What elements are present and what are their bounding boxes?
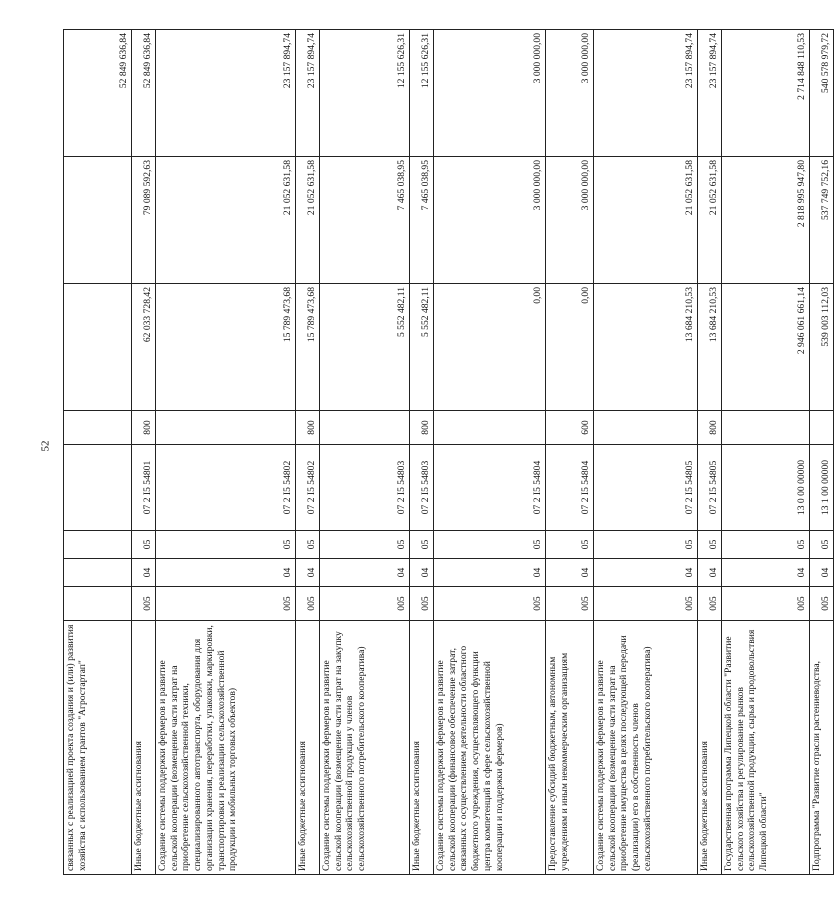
table-row bbox=[64, 30, 132, 875]
subsection-code-cell: 05 bbox=[320, 531, 410, 559]
sum-year3-cell: 23 157 894,74 bbox=[594, 30, 698, 157]
ministry-code-cell: 005 bbox=[722, 587, 810, 621]
expense-type-cell bbox=[594, 411, 698, 445]
target-article-cell: 07 2 I5 54805 bbox=[698, 445, 722, 531]
expense-type-cell: 600 bbox=[546, 411, 594, 445]
section-code-cell: 04 bbox=[810, 559, 834, 587]
row-name-cell: Иные бюджетные ассигнования bbox=[132, 621, 156, 875]
budget-table bbox=[63, 29, 834, 875]
sum-year2-cell: 21 052 631,58 bbox=[296, 157, 320, 284]
row-name-cell: Создание системы поддержки фермеров и развитие сельской кооперации (возмещение части затрат на приобретение имущества в целях последующей передачи (реализации) его в собственность членов сельскохозяйственного потребительского кооператива) bbox=[594, 621, 698, 875]
section-code-cell: 04 bbox=[434, 559, 546, 587]
sum-year3-cell: 23 157 894,74 bbox=[296, 30, 320, 157]
table-row bbox=[810, 30, 834, 875]
ministry-code-cell: 005 bbox=[410, 587, 434, 621]
expense-type-cell bbox=[810, 411, 834, 445]
sum-year3-cell: 12 155 626,31 bbox=[320, 30, 410, 157]
table-body bbox=[64, 30, 834, 875]
sum-year1-cell: 5 552 482,11 bbox=[410, 284, 434, 411]
ministry-code-cell: 005 bbox=[132, 587, 156, 621]
target-article-cell: 07 2 I5 54802 bbox=[156, 445, 296, 531]
row-name-cell: связанных с реализацией проекта создания и (или) развития хозяйства с использованием грантов "Агростартап" bbox=[64, 621, 132, 875]
ministry-code-cell: 005 bbox=[810, 587, 834, 621]
expense-type-cell: 800 bbox=[296, 411, 320, 445]
sum-year2-cell: 7 465 038,95 bbox=[320, 157, 410, 284]
row-name-cell: Иные бюджетные ассигнования bbox=[296, 621, 320, 875]
row-name-cell: Создание системы поддержки фермеров и развитие сельской кооперации (возмещение части затрат на закупку сельскохозяйственной продукции у членов сельскохозяйственного потребительского кооператива) bbox=[320, 621, 410, 875]
row-name-cell: Государственная программа Липецкой области "Развитие сельского хозяйства и регулирование рынков сельскохозяйственной продукции, сырья и продовольствия Липецкой области" bbox=[722, 621, 810, 875]
subsection-code-cell: 05 bbox=[810, 531, 834, 559]
table-row bbox=[296, 30, 320, 875]
expense-type-cell: 800 bbox=[410, 411, 434, 445]
document-page bbox=[63, 30, 832, 875]
expense-type-cell: 800 bbox=[132, 411, 156, 445]
table-row bbox=[320, 30, 410, 875]
row-name-cell: Создание системы поддержки фермеров и развитие сельской кооперации (финансовое обеспечение затрат, связанных с осуществлением деятельности областного бюджетного учреждения, осуществляющего функции центра компетенций в сфере сельскохозяйственной кооперации и поддержки фермеров) bbox=[434, 621, 546, 875]
sum-year1-cell: 2 946 061 661,14 bbox=[722, 284, 810, 411]
expense-type-cell bbox=[320, 411, 410, 445]
sum-year3-cell: 3 000 000,00 bbox=[546, 30, 594, 157]
target-article-cell bbox=[64, 445, 132, 531]
sum-year3-cell: 12 155 626,31 bbox=[410, 30, 434, 157]
table-row bbox=[698, 30, 722, 875]
section-code-cell: 04 bbox=[156, 559, 296, 587]
expense-type-cell bbox=[64, 411, 132, 445]
sum-year2-cell: 21 052 631,58 bbox=[594, 157, 698, 284]
ministry-code-cell: 005 bbox=[698, 587, 722, 621]
sum-year3-cell: 3 000 000,00 bbox=[434, 30, 546, 157]
section-code-cell: 04 bbox=[546, 559, 594, 587]
ministry-code-cell: 005 bbox=[320, 587, 410, 621]
sum-year1-cell: 539 003 112,03 bbox=[810, 284, 834, 411]
subsection-code-cell: 05 bbox=[434, 531, 546, 559]
sum-year2-cell: 21 052 631,58 bbox=[156, 157, 296, 284]
section-code-cell: 04 bbox=[698, 559, 722, 587]
ministry-code-cell: 005 bbox=[296, 587, 320, 621]
ministry-code-cell: 005 bbox=[594, 587, 698, 621]
sum-year1-cell: 15 789 473,68 bbox=[296, 284, 320, 411]
section-code-cell: 04 bbox=[594, 559, 698, 587]
row-name-cell: Подпрограмма "Развитие отрасли растениеводства, bbox=[810, 621, 834, 875]
sum-year1-cell: 15 789 473,68 bbox=[156, 284, 296, 411]
sum-year3-cell: 2 714 848 110,53 bbox=[722, 30, 810, 157]
subsection-code-cell: 05 bbox=[722, 531, 810, 559]
target-article-cell: 13 0 00 00000 bbox=[722, 445, 810, 531]
target-article-cell: 07 2 I5 54802 bbox=[296, 445, 320, 531]
target-article-cell: 07 2 I5 54803 bbox=[410, 445, 434, 531]
sum-year3-cell: 52 849 636,84 bbox=[132, 30, 156, 157]
sum-year1-cell: 0,00 bbox=[434, 284, 546, 411]
sum-year1-cell: 13 684 210,53 bbox=[698, 284, 722, 411]
subsection-code-cell: 05 bbox=[156, 531, 296, 559]
sum-year2-cell: 21 052 631,58 bbox=[698, 157, 722, 284]
target-article-cell: 07 2 I5 54803 bbox=[320, 445, 410, 531]
row-name-cell: Создание системы поддержки фермеров и развитие сельской кооперации (возмещение части затрат на приобретение сельскохозяйственной техники, специализированного автотранспорта, оборудования для организации хранения, переработки, упаковки, маркировки, транспортировки и реализации сельскохозяйственной продукции и мобильных торговых объектов) bbox=[156, 621, 296, 875]
sum-year2-cell: 3 000 000,00 bbox=[546, 157, 594, 284]
section-code-cell: 04 bbox=[296, 559, 320, 587]
sum-year2-cell: 7 465 038,95 bbox=[410, 157, 434, 284]
expense-type-cell: 800 bbox=[698, 411, 722, 445]
sum-year2-cell: 79 089 592,63 bbox=[132, 157, 156, 284]
sum-year3-cell: 52 849 636,84 bbox=[64, 30, 132, 157]
sum-year2-cell: 537 749 752,16 bbox=[810, 157, 834, 284]
section-code-cell: 04 bbox=[320, 559, 410, 587]
target-article-cell: 07 2 I5 54801 bbox=[132, 445, 156, 531]
table-row bbox=[546, 30, 594, 875]
subsection-code-cell bbox=[64, 531, 132, 559]
table-row bbox=[434, 30, 546, 875]
row-name-cell: Предоставление субсидий бюджетным, автономным учреждениям и иным некоммерческим организациям bbox=[546, 621, 594, 875]
sum-year2-cell bbox=[64, 157, 132, 284]
table-row bbox=[410, 30, 434, 875]
ministry-code-cell: 005 bbox=[546, 587, 594, 621]
table-row bbox=[722, 30, 810, 875]
ministry-code-cell bbox=[64, 587, 132, 621]
section-code-cell: 04 bbox=[722, 559, 810, 587]
section-code-cell: 04 bbox=[410, 559, 434, 587]
sum-year1-cell: 62 033 728,42 bbox=[132, 284, 156, 411]
section-code-cell: 04 bbox=[132, 559, 156, 587]
target-article-cell: 07 2 I5 54804 bbox=[546, 445, 594, 531]
sum-year3-cell: 540 578 979,72 bbox=[810, 30, 834, 157]
rotated-table-container bbox=[63, 30, 832, 875]
expense-type-cell bbox=[156, 411, 296, 445]
subsection-code-cell: 05 bbox=[296, 531, 320, 559]
subsection-code-cell: 05 bbox=[594, 531, 698, 559]
page-number: 52 bbox=[39, 440, 52, 452]
table-row bbox=[156, 30, 296, 875]
target-article-cell: 07 2 I5 54804 bbox=[434, 445, 546, 531]
row-name-cell: Иные бюджетные ассигнования bbox=[410, 621, 434, 875]
section-code-cell bbox=[64, 559, 132, 587]
subsection-code-cell: 05 bbox=[132, 531, 156, 559]
sum-year2-cell: 3 000 000,00 bbox=[434, 157, 546, 284]
sum-year2-cell: 2 818 995 947,80 bbox=[722, 157, 810, 284]
subsection-code-cell: 05 bbox=[546, 531, 594, 559]
subsection-code-cell: 05 bbox=[410, 531, 434, 559]
row-name-cell: Иные бюджетные ассигнования bbox=[698, 621, 722, 875]
table-row bbox=[132, 30, 156, 875]
target-article-cell: 07 2 I5 54805 bbox=[594, 445, 698, 531]
ministry-code-cell: 005 bbox=[156, 587, 296, 621]
ministry-code-cell: 005 bbox=[434, 587, 546, 621]
expense-type-cell bbox=[722, 411, 810, 445]
sum-year1-cell: 5 552 482,11 bbox=[320, 284, 410, 411]
sum-year1-cell: 13 684 210,53 bbox=[594, 284, 698, 411]
expense-type-cell bbox=[434, 411, 546, 445]
subsection-code-cell: 05 bbox=[698, 531, 722, 559]
sum-year1-cell: 0,00 bbox=[546, 284, 594, 411]
table-row bbox=[594, 30, 698, 875]
sum-year3-cell: 23 157 894,74 bbox=[698, 30, 722, 157]
sum-year1-cell bbox=[64, 284, 132, 411]
target-article-cell: 13 1 00 00000 bbox=[810, 445, 834, 531]
sum-year3-cell: 23 157 894,74 bbox=[156, 30, 296, 157]
